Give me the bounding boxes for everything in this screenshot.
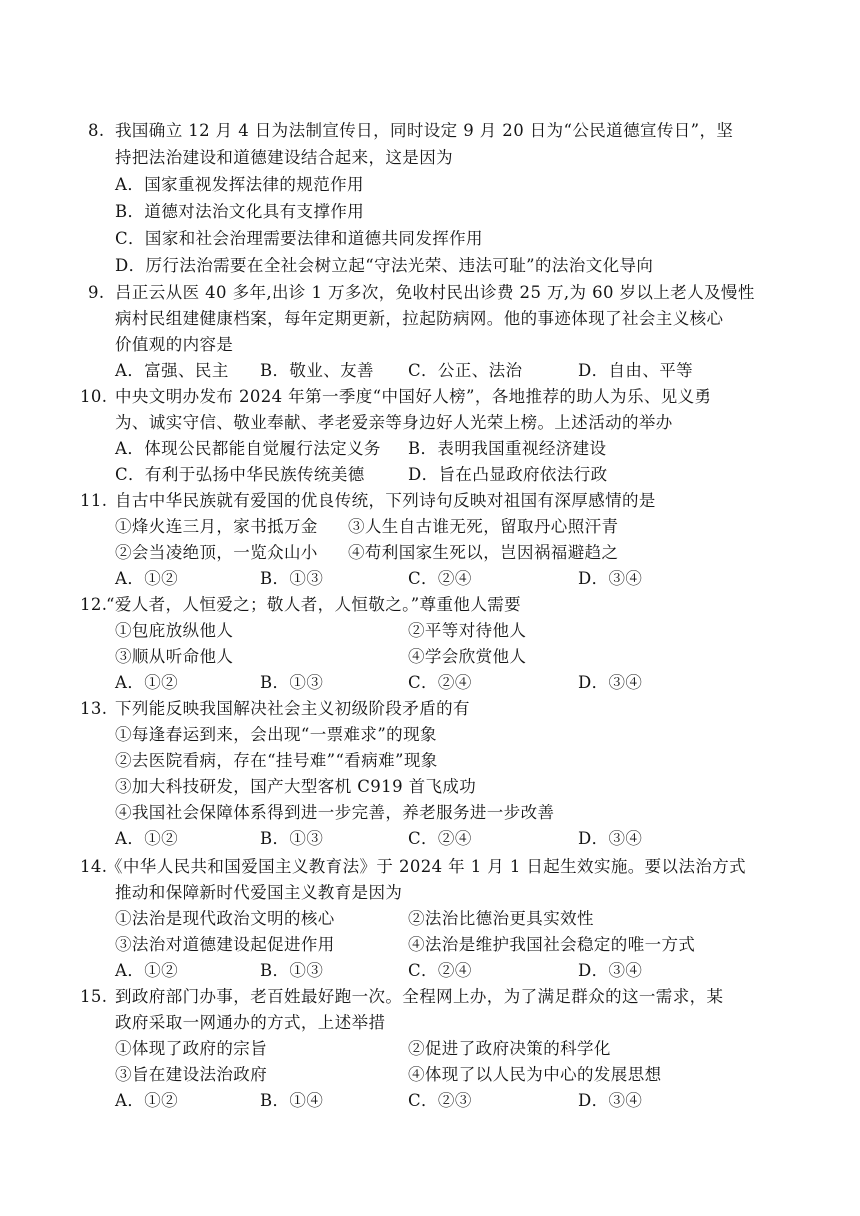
option-a: A．体现公民都能自觉履行法定义务 xyxy=(115,439,381,458)
statement-2: ②促进了政府决策的科学化 xyxy=(408,1039,611,1058)
question-number: 8. xyxy=(88,121,105,140)
option-c: C．公正、法治 xyxy=(408,361,523,380)
statement-4: ④学会欣赏他人 xyxy=(408,647,527,666)
statement-1: ①每逢春运到来，会出现“一票难求”的现象 xyxy=(115,725,437,744)
option-c: C．②④ xyxy=(408,961,472,980)
question-number: 11. xyxy=(80,491,108,510)
statement-1: ①体现了政府的宗旨 xyxy=(115,1039,268,1058)
question-stem-line: 中央文明办发布 2024 年第一季度“中国好人榜”，各地推荐的助人为乐、见义勇 xyxy=(115,387,712,406)
option-c: C．国家和社会治理需要法律和道德共同发挥作用 xyxy=(115,229,483,248)
option-d: D．自由、平等 xyxy=(578,361,694,380)
option-a: A．富强、民主 xyxy=(115,361,229,380)
question-stem-line: 《中华人民共和国爱国主义教育法》于 2024 年 1 月 1 日起生效实施。要以法治方式 xyxy=(106,857,747,876)
statement-1: ①包庇放纵他人 xyxy=(115,621,234,640)
question-stem-line: “爱人者，人恒爱之；敬人者，人恒敬之。”尊重他人需要 xyxy=(106,595,522,614)
question-stem-line: 政府采取一网通办的方式，上述举措 xyxy=(115,1013,386,1032)
statement-3: ③法治对道德建设起促进作用 xyxy=(115,935,335,954)
question-stem-line: 到政府部门办事，老百姓最好跑一次。全程网上办，为了满足群众的这一需求，某 xyxy=(115,987,724,1006)
option-b: B．①③ xyxy=(260,829,324,848)
option-b: B．①③ xyxy=(260,673,324,692)
question-stem-line: 持把法治建设和道德建设结合起来，这是因为 xyxy=(115,148,453,167)
question-stem-line: 下列能反映我国解决社会主义初级阶段矛盾的有 xyxy=(115,699,470,718)
option-b: B．敬业、友善 xyxy=(260,361,374,380)
statement-4: ④法治是维护我国社会稳定的唯一方式 xyxy=(408,935,696,954)
option-b: B．道德对法治文化具有支撑作用 xyxy=(115,202,365,221)
statement-1: ①法治是现代政治文明的核心 xyxy=(115,909,335,928)
statement-2: ②法治比德治更具实效性 xyxy=(408,909,594,928)
option-b: B．①③ xyxy=(260,961,324,980)
option-d: D．③④ xyxy=(578,829,643,848)
statement-2: ②会当凌绝顶，一览众山小 xyxy=(115,543,318,562)
option-b: B．①④ xyxy=(260,1091,324,1110)
option-c: C．②④ xyxy=(408,829,472,848)
option-a: A．国家重视发挥法律的规范作用 xyxy=(115,175,364,194)
statement-3: ③旨在建设法治政府 xyxy=(115,1065,268,1084)
option-a: A．①② xyxy=(115,1091,179,1110)
option-d: D．③④ xyxy=(578,961,643,980)
statement-4: ④苟利国家生死以，岂因祸福避趋之 xyxy=(348,543,619,562)
option-a: A．①② xyxy=(115,569,179,588)
question-number: 9. xyxy=(88,283,105,302)
option-b: B．①③ xyxy=(260,569,324,588)
question-number: 13. xyxy=(80,699,108,718)
question-number: 12. xyxy=(80,595,108,614)
option-d: D．③④ xyxy=(578,673,643,692)
question-number: 10. xyxy=(80,387,108,406)
statement-3: ③顺从听命他人 xyxy=(115,647,234,666)
option-d: D．厉行法治需要在全社会树立起“守法光荣、违法可耻”的法治文化导向 xyxy=(115,256,654,275)
question-number: 15. xyxy=(80,987,108,1006)
option-c: C．②③ xyxy=(408,1091,472,1110)
statement-4: ④我国社会保障体系得到进一步完善，养老服务进一步改善 xyxy=(115,803,555,822)
statement-3: ③人生自古谁无死，留取丹心照汗青 xyxy=(348,517,619,536)
option-c: C．②④ xyxy=(408,673,472,692)
statement-2: ②去医院看病，存在“挂号难”“看病难”现象 xyxy=(115,751,438,770)
statement-2: ②平等对待他人 xyxy=(408,621,527,640)
statement-1: ①烽火连三月，家书抵万金 xyxy=(115,517,318,536)
statement-4: ④体现了以人民为中心的发展思想 xyxy=(408,1065,662,1084)
question-stem-line: 为、诚实守信、敬业奉献、孝老爱亲等身边好人光荣上榜。上述活动的举办 xyxy=(115,413,673,432)
option-d: D．③④ xyxy=(578,569,643,588)
question-stem-line: 自古中华民族就有爱国的优良传统，下列诗句反映对祖国有深厚感情的是 xyxy=(115,491,656,510)
option-d: D．旨在凸显政府依法行政 xyxy=(408,465,608,484)
question-stem-line: 我国确立 12 月 4 日为法制宣传日，同时设定 9 月 20 日为“公民道德宣传日”，坚 xyxy=(115,121,734,140)
question-number: 14. xyxy=(80,857,108,876)
option-b: B．表明我国重视经济建设 xyxy=(408,439,607,458)
option-a: A．①② xyxy=(115,673,179,692)
statement-3: ③加大科技研发，国产大型客机 C919 首飞成功 xyxy=(115,777,477,796)
option-c: C．②④ xyxy=(408,569,472,588)
question-stem-line: 价值观的内容是 xyxy=(115,335,234,354)
option-a: A．①② xyxy=(115,961,179,980)
question-stem-line: 推动和保障新时代爱国主义教育是因为 xyxy=(115,883,403,902)
option-a: A．①② xyxy=(115,829,179,848)
question-stem-line: 吕正云从医 40 多年,出诊 1 万多次，免收村民出诊费 25 万,为 60 岁以上老人及慢性 xyxy=(115,283,755,302)
option-d: D．③④ xyxy=(578,1091,643,1110)
question-stem-line: 病村民组建健康档案，每年定期更新，拉起防病网。他的事迹体现了社会主义核心 xyxy=(115,309,724,328)
option-c: C．有利于弘扬中华民族传统美德 xyxy=(115,465,365,484)
